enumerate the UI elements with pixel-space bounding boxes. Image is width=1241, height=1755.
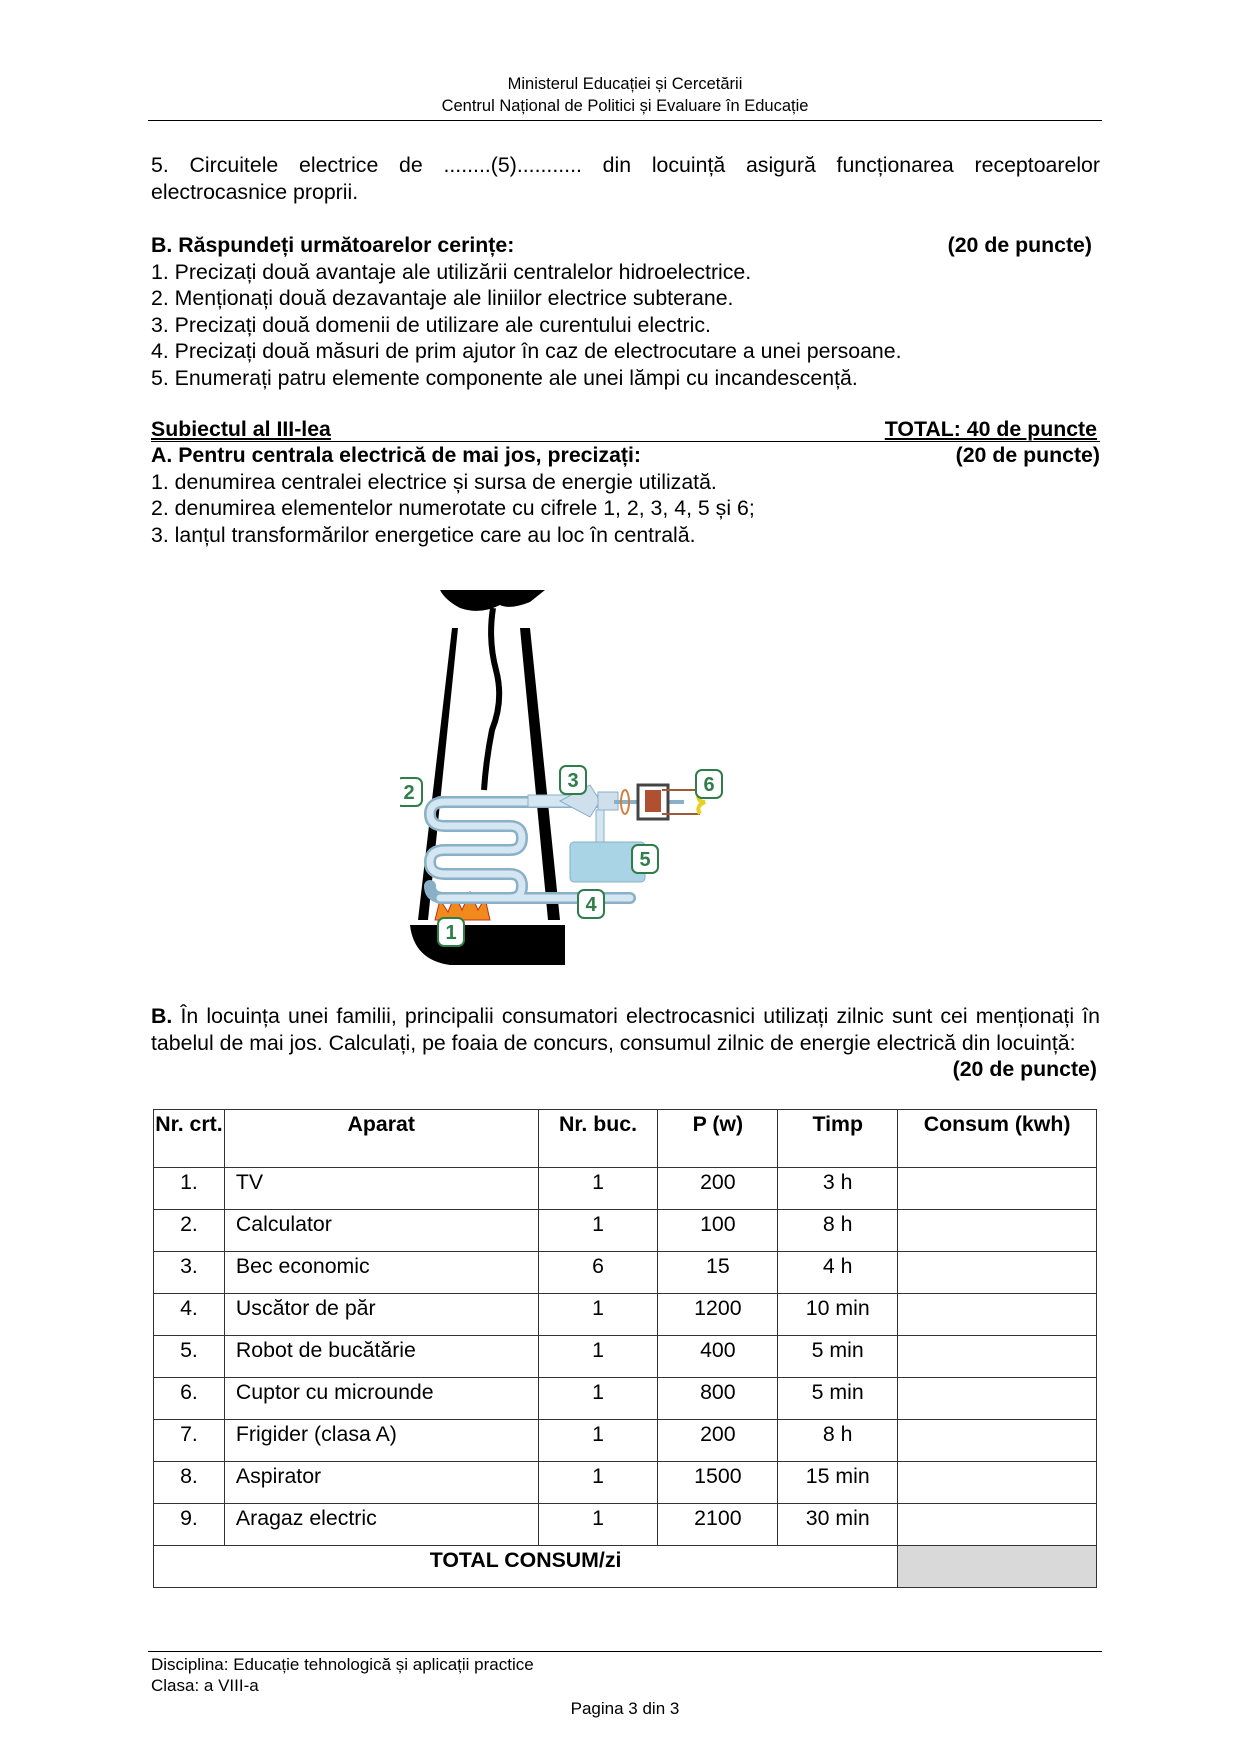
header-rule: [148, 120, 1102, 121]
table-row: [154, 1210, 1097, 1252]
chimney-right-wall: [520, 628, 560, 920]
cell-consum: [898, 1294, 1097, 1336]
list-item: 3. Precizați două domenii de utilizare ale curentului electric.: [151, 312, 711, 337]
section-b-points: (20 de puncte): [947, 233, 1092, 257]
cell-time: 4 h: [778, 1252, 898, 1294]
total-value-cell: [898, 1546, 1097, 1588]
cell-buc: 1: [538, 1210, 658, 1252]
cell-buc: 1: [538, 1168, 658, 1210]
list-item: 1. Precizați două avantaje ale utilizării centralelor hidroelectrice.: [151, 259, 752, 284]
footer-discipline: Disciplina: Educație tehnologică și aplicații practice: [151, 1655, 534, 1674]
label-5: 5: [639, 849, 651, 871]
cell-power: 800: [658, 1378, 778, 1420]
cell-nr: 1.: [154, 1168, 225, 1210]
cell-aparat: Cuptor cu microunde: [224, 1378, 538, 1420]
cell-power: 200: [658, 1168, 778, 1210]
cell-aparat: TV: [224, 1168, 538, 1210]
cell-buc: 1: [538, 1336, 658, 1378]
col-power: P (w): [658, 1110, 778, 1168]
cell-time: 8 h: [778, 1210, 898, 1252]
table-row: [154, 1378, 1097, 1420]
cell-consum: [898, 1252, 1097, 1294]
col-consum: Consum (kwh): [898, 1110, 1097, 1168]
cell-aparat: Robot de bucătărie: [224, 1336, 538, 1378]
cell-buc: 1: [538, 1420, 658, 1462]
cell-consum: [898, 1378, 1097, 1420]
cell-consum: [898, 1462, 1097, 1504]
cell-power: 400: [658, 1336, 778, 1378]
table-row: [154, 1462, 1097, 1504]
cell-consum: [898, 1336, 1097, 1378]
power-plant-diagram: [400, 580, 840, 980]
header-ministry: Ministerul Educației și Cercetării: [507, 75, 743, 93]
cell-nr: 3.: [154, 1252, 225, 1294]
table-row: [154, 1168, 1097, 1210]
label-4: 4: [585, 894, 597, 916]
cell-aparat: Aspirator: [224, 1462, 538, 1504]
cell-nr: 4.: [154, 1294, 225, 1336]
footer-rule: [148, 1651, 1102, 1652]
cell-nr: 7.: [154, 1420, 225, 1462]
cell-nr: 9.: [154, 1504, 225, 1546]
cell-buc: 1: [538, 1504, 658, 1546]
table-header-row: [154, 1110, 1097, 1168]
part-b: [151, 1003, 1100, 1083]
cell-nr: 2.: [154, 1210, 225, 1252]
consumption-table: [153, 1109, 1097, 1588]
subject-3: [151, 417, 1100, 548]
subject-title: Subiectul al III-lea: [151, 417, 331, 441]
total-row: [154, 1546, 1097, 1588]
section-b-title: B. Răspundeți următoarelor cerințe:: [151, 233, 515, 257]
cell-power: 2100: [658, 1504, 778, 1546]
part-b-text: [151, 1003, 1100, 1081]
cell-time: 10 min: [778, 1294, 898, 1336]
list-item: 2. Menționați două dezavantaje ale liniilor electrice subterane.: [151, 286, 734, 310]
label-3: 3: [567, 770, 579, 792]
cell-buc: 1: [538, 1294, 658, 1336]
part-b-points: (20 de puncte): [952, 1057, 1097, 1081]
header-center: Centrul Național de Politici și Evaluare în Educație: [441, 97, 809, 115]
cell-nr: 5.: [154, 1336, 225, 1378]
table-row: [154, 1420, 1097, 1462]
cell-consum: [898, 1168, 1097, 1210]
cell-consum: [898, 1210, 1097, 1252]
list-item: 1. denumirea centralei electrice și sursa de energie utilizată.: [151, 469, 717, 494]
part-b-body: În locuința unei familii, principalii consumatori electrocasnici utilizați zilnic sunt cei menționați în tabelul de mai jos. Calculați, pe foaia de concurs, consumul zilnic de energie electrică din locuință:: [151, 1004, 1100, 1055]
total-label: TOTAL CONSUM/zi: [154, 1546, 898, 1588]
list-item: 3. lanțul transformărilor energetice care au loc în centrală.: [151, 522, 696, 547]
cell-power: 1200: [658, 1294, 778, 1336]
col-time: Timp: [778, 1110, 898, 1168]
list-item: 4. Precizați două măsuri de prim ajutor în caz de electrocutare a unei persoane.: [151, 339, 902, 363]
table-row: [154, 1504, 1097, 1546]
footer-class: Clasa: a VIII-a: [151, 1676, 259, 1695]
furnace-base: [410, 925, 565, 965]
table-row: [154, 1336, 1097, 1378]
smoke-cloud: [440, 590, 545, 611]
cell-aparat: Aragaz electric: [224, 1504, 538, 1546]
cell-nr: 6.: [154, 1378, 225, 1420]
cell-buc: 1: [538, 1378, 658, 1420]
cell-buc: 6: [538, 1252, 658, 1294]
cell-nr: 8.: [154, 1462, 225, 1504]
label-6: 6: [703, 774, 715, 796]
table-row: [154, 1294, 1097, 1336]
cell-time: 5 min: [778, 1336, 898, 1378]
part-a-title: A. Pentru centrala electrică de mai jos, precizați:: [151, 443, 642, 467]
question-5: 5. Circuitele electrice de ........(5)........... din locuință asigură funcționarea receptoarelor electrocasnice proprii.: [151, 153, 1100, 204]
cell-power: 100: [658, 1210, 778, 1252]
cell-time: 30 min: [778, 1504, 898, 1546]
cell-time: 5 min: [778, 1378, 898, 1420]
cell-power: 1500: [658, 1462, 778, 1504]
cell-time: 15 min: [778, 1462, 898, 1504]
col-buc: Nr. buc.: [538, 1110, 658, 1168]
cell-aparat: Uscător de păr: [224, 1294, 538, 1336]
cell-aparat: Frigider (clasa A): [224, 1420, 538, 1462]
cell-power: 15: [658, 1252, 778, 1294]
label-2: 2: [403, 782, 415, 804]
list-item: 5. Enumerați patru elemente componente ale unei lămpi cu incandescență.: [151, 365, 858, 390]
cell-time: 8 h: [778, 1420, 898, 1462]
part-a-points: (20 de puncte): [955, 443, 1100, 467]
cell-power: 200: [658, 1420, 778, 1462]
cell-aparat: Calculator: [224, 1210, 538, 1252]
cell-consum: [898, 1504, 1097, 1546]
cell-consum: [898, 1420, 1097, 1462]
cell-buc: 1: [538, 1462, 658, 1504]
table-row: [154, 1252, 1097, 1294]
col-aparat: Aparat: [224, 1110, 538, 1168]
cell-time: 3 h: [778, 1168, 898, 1210]
list-item: 2. denumirea elementelor numerotate cu cifrele 1, 2, 3, 4, 5 și 6;: [151, 496, 755, 520]
smoke-trail: [484, 608, 499, 790]
label-1: 1: [445, 922, 457, 944]
subject-total: TOTAL: 40 de puncte: [884, 417, 1097, 441]
col-nr: Nr. crt.: [154, 1110, 225, 1168]
section-b: [151, 232, 1100, 391]
footer-page: Pagina 3 din 3: [570, 1699, 680, 1718]
cell-aparat: Bec economic: [224, 1252, 538, 1294]
part-b-letter: B.: [151, 1004, 173, 1028]
